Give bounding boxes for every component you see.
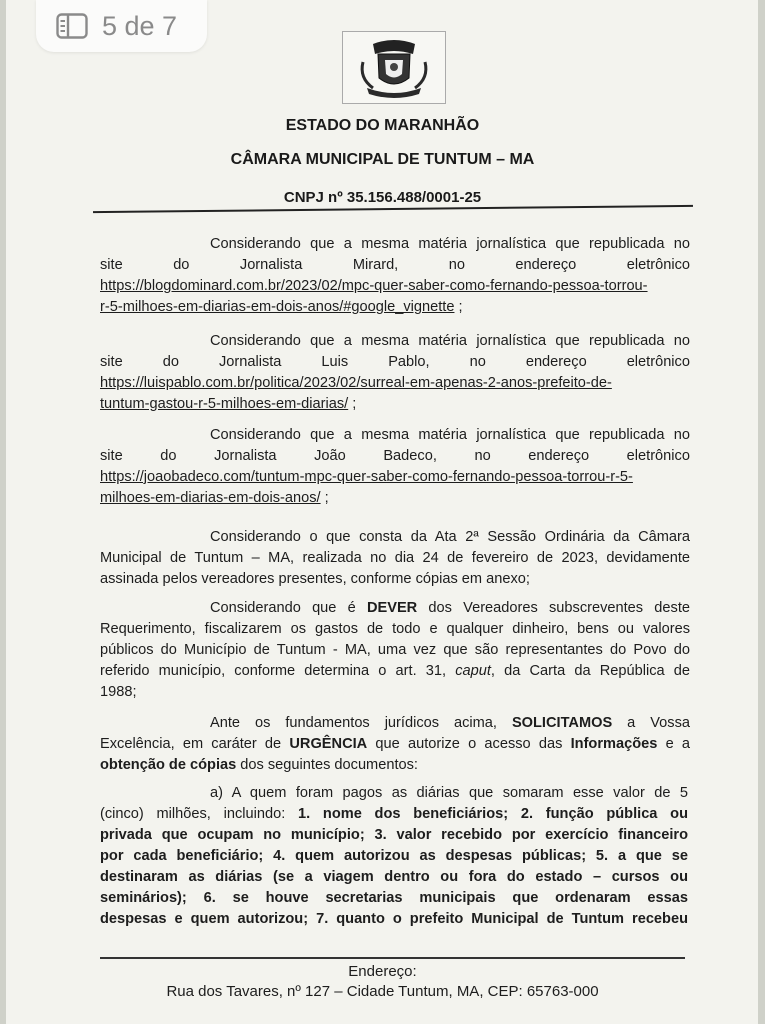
- joaobadeco-link-cont[interactable]: milhoes-em-diarias-em-dois-anos/: [100, 490, 321, 506]
- paragraph-ata: Considerando o que consta da Ata 2ª Sessão Ordinária da Câmara Municipal de Tuntum – MA, realizada no dia 24 de fevereiro de 2023, devidamente assinada pelos vereadores presentes, conforme cópias em anexo;: [100, 529, 690, 587]
- mirard-link[interactable]: https://blogdominard.com.br/2023/02/mpc-quer-saber-como-fernando-pessoa-torrou-: [100, 278, 648, 294]
- joaobadeco-link[interactable]: https://joaobadeco.com/tuntum-mpc-quer-saber-como-fernando-pessoa-torrou-r-5-: [100, 469, 633, 485]
- luispablo-link-cont[interactable]: tuntum-gastou-r-5-milhoes-em-diarias/: [100, 396, 349, 412]
- coat-of-arms-logo: [342, 31, 446, 104]
- paragraph-luis-pablo: Considerando que a mesma matéria jornalística que republicada no site do Jornalista Luis Pablo, no endereço eletrônico https://luispablo.com.br/politica/2023/02/surreal-em-apenas-2-anos-prefeito-de- tuntum-gastou-r-5-milhoes-em-diarias/ ;: [100, 333, 690, 412]
- chamber-title: CÂMARA MUNICIPAL DE TUNTUM – MA: [230, 151, 535, 168]
- cnpj-line: CNPJ nº 35.156.488/0001-25: [283, 189, 482, 206]
- paragraph-solicitamos: Ante os fundamentos jurídicos acima, SOLICITAMOS a Vossa Excelência, em caráter de URGÊNCIA que autorize o acesso das Informações e a obtenção de cópias dos seguintes documentos:: [100, 715, 691, 773]
- mirard-link-cont[interactable]: r-5-milhoes-em-diarias-em-dois-anos/#google_vignette: [100, 299, 455, 315]
- paragraph-line: site do Jornalista Mirard, no endereço eletrônico: [100, 257, 691, 273]
- state-title: ESTADO DO MARANHÃO: [285, 117, 480, 134]
- paragraph-mirard: Considerando que a mesma matéria jornalística que republicada no site do Jornalista Mirard, no endereço eletrônico https://blogdominard.com.br/2023/02/mpc-quer-saber-como-fernando-pessoa-torrou- r-5-milhoes-em-diarias-em-dois-anos/#google_vignette ;: [100, 236, 691, 315]
- paragraph-item-a: a) A quem foram pagos as diárias que somaram esse valor de 5 (cinco) milhões, incluindo: 1. nome dos beneficiários; 2. função pública ou privada que ocupam no município; 3. valor recebido por exercício financeiro por cada beneficiário; 4. quem autorizou as despesas públicas; 5. a que se destinaram as diárias (se a viagem dentro ou fora do estado – cursos ou seminários); 6. se houve secretarias municipais que ordenaram essas despesas e quem autorizou; 7. quanto o prefeito Municipal de Tuntum recebeu: [100, 785, 688, 927]
- pages-icon: [56, 13, 88, 39]
- footer-divider: [100, 957, 685, 959]
- footer-label: Endereço:: [348, 963, 417, 980]
- page-indicator[interactable]: [36, 0, 207, 52]
- paragraph-line: Considerando que a mesma matéria jornalística que republicada no: [210, 236, 690, 252]
- page-indicator-label: 5 de 7: [102, 10, 178, 41]
- paragraph-dever: Considerando que é DEVER dos Vereadores subscreventes deste Requerimento, fiscalizarem os gastos de todo e qualquer dinheiro, bens ou valores públicos do Município de Tuntum - MA, uma vez que são representantes do Povo do referido município, conforme determina o art. 31, caput, da Carta da República de 1988;: [100, 600, 690, 700]
- luispablo-link[interactable]: https://luispablo.com.br/politica/2023/02/surreal-em-apenas-2-anos-prefeito-de-: [100, 375, 612, 391]
- footer-address: Rua dos Tavares, nº 127 – Cidade Tuntum, MA, CEP: 65763-000: [166, 983, 599, 1000]
- paragraph-joao-badeco: Considerando que a mesma matéria jornalística que republicada no site do Jornalista João Badeco, no endereço eletrônico https://joaobadeco.com/tuntum-mpc-quer-saber-como-fernando-pessoa-torrou-r-5- milhoes-em-diarias-em-dois-anos/ ;: [100, 427, 690, 506]
